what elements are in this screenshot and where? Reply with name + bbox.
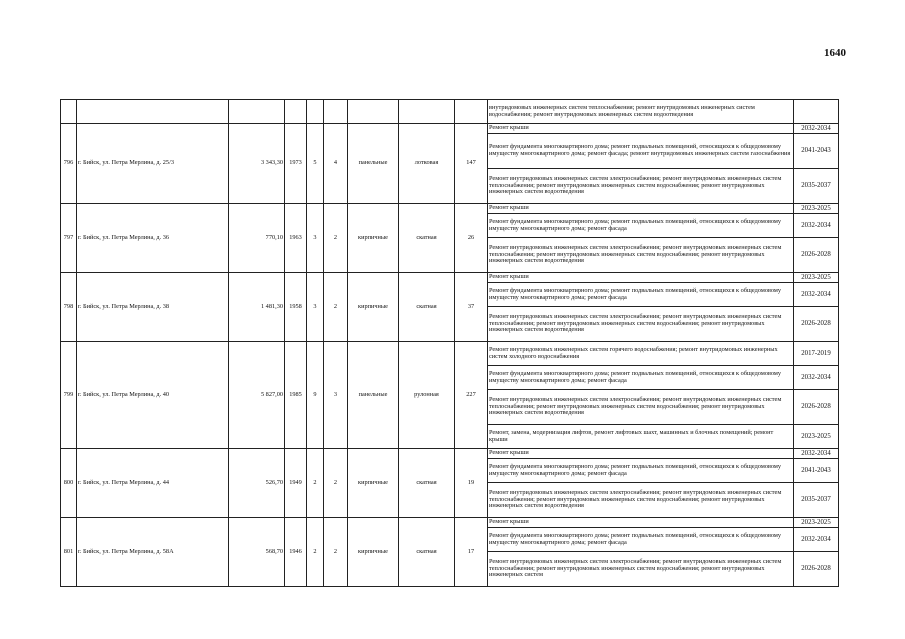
period-cell: 2032-2034 bbox=[794, 283, 839, 307]
work-description-cell: Ремонт, замена, модернизация лифтов, ремонт лифтовых шахт, машинных и блочных помещений; ремонт крыши bbox=[488, 425, 794, 449]
table-body bbox=[61, 100, 839, 587]
table-row bbox=[61, 204, 839, 214]
roof-type-cell bbox=[399, 100, 455, 124]
floors-cell bbox=[307, 100, 324, 124]
entrances-cell: 2 bbox=[324, 449, 348, 518]
period-cell: 2041-2043 bbox=[794, 459, 839, 483]
address-cell: г. Бийск, ул. Петра Мерлина, д. 38 bbox=[77, 273, 229, 342]
record-number: 799 bbox=[61, 342, 77, 449]
apartments-cell: 147 bbox=[455, 124, 488, 204]
roof-type-cell: скатная bbox=[399, 449, 455, 518]
floors-cell: 2 bbox=[307, 518, 324, 587]
work-description-cell: Ремонт внутридомовых инженерных систем электроснабжения; ремонт внутридомовых инженерных систем теплоснабжения; ремонт внутридомовых инженерных систем водоснабжения; ремонт внутридомовых инженерных систем водоотведения bbox=[488, 169, 794, 204]
wall-material-cell: кирпичные bbox=[348, 273, 399, 342]
entrances-cell: 2 bbox=[324, 273, 348, 342]
entrances-cell: 4 bbox=[324, 124, 348, 204]
period-cell: 2032-2034 bbox=[794, 449, 839, 459]
page-number: 1640 bbox=[824, 47, 846, 59]
area-cell: 1 481,30 bbox=[229, 273, 285, 342]
record-number: 801 bbox=[61, 518, 77, 587]
address-cell: г. Бийск, ул. Петра Мерлина, д. 40 bbox=[77, 342, 229, 449]
address-cell: г. Бийск, ул. Петра Мерлина, д. 58А bbox=[77, 518, 229, 587]
period-cell: 2017-2019 bbox=[794, 342, 839, 366]
wall-material-cell bbox=[348, 100, 399, 124]
work-description-cell: Ремонт фундамента многоквартирного дома; ремонт подвальных помещений, относящихся к общедомовому имуществу многоквартирного дома; ремонт фасада; ремонт внутридомовых инженерных систем газоснабжения bbox=[488, 134, 794, 169]
area-cell: 3 343,30 bbox=[229, 124, 285, 204]
floors-cell: 3 bbox=[307, 273, 324, 342]
work-description-cell: Ремонт крыши bbox=[488, 449, 794, 459]
year-built-cell: 1985 bbox=[285, 342, 307, 449]
entrances-cell: 3 bbox=[324, 342, 348, 449]
floors-cell: 2 bbox=[307, 449, 324, 518]
work-description-cell: Ремонт фундамента многоквартирного дома; ремонт подвальных помещений, относящихся к общедомовому имуществу многоквартирного дома; ремонт фасада bbox=[488, 366, 794, 390]
roof-type-cell: скатная bbox=[399, 518, 455, 587]
apartments-cell: 19 bbox=[455, 449, 488, 518]
table-row bbox=[61, 100, 839, 124]
roof-type-cell: рулонная bbox=[399, 342, 455, 449]
period-cell: 2026-2028 bbox=[794, 552, 839, 587]
period-cell: 2032-2034 bbox=[794, 214, 839, 238]
year-built-cell: 1958 bbox=[285, 273, 307, 342]
work-description-cell: Ремонт крыши bbox=[488, 273, 794, 283]
apartments-cell bbox=[455, 100, 488, 124]
record-number: 797 bbox=[61, 204, 77, 273]
wall-material-cell: панельные bbox=[348, 124, 399, 204]
entrances-cell bbox=[324, 100, 348, 124]
table-row bbox=[61, 273, 839, 283]
work-description-cell: Ремонт крыши bbox=[488, 204, 794, 214]
work-description-cell: Ремонт фундамента многоквартирного дома; ремонт подвальных помещений, относящихся к общедомовому имуществу многоквартирного дома; ремонт фасада bbox=[488, 459, 794, 483]
year-built-cell: 1949 bbox=[285, 449, 307, 518]
period-cell: 2032-2034 bbox=[794, 528, 839, 552]
record-number: 798 bbox=[61, 273, 77, 342]
wall-material-cell: кирпичные bbox=[348, 518, 399, 587]
address-cell bbox=[77, 100, 229, 124]
apartments-cell: 37 bbox=[455, 273, 488, 342]
floors-cell: 9 bbox=[307, 342, 324, 449]
roof-type-cell: лотковая bbox=[399, 124, 455, 204]
work-description-cell: Ремонт внутридомовых инженерных систем электроснабжения; ремонт внутридомовых инженерных систем теплоснабжения; ремонт внутридомовых инженерных систем водоснабжения; ремонт внутридомовых инженерных систем водоотведения bbox=[488, 307, 794, 342]
area-cell: 770,10 bbox=[229, 204, 285, 273]
period-cell: 2023-2025 bbox=[794, 273, 839, 283]
table-row bbox=[61, 124, 839, 134]
area-cell: 5 827,00 bbox=[229, 342, 285, 449]
repair-schedule-table bbox=[60, 99, 839, 587]
address-cell: г. Бийск, ул. Петра Мерлина, д. 36 bbox=[77, 204, 229, 273]
table-row bbox=[61, 342, 839, 366]
year-built-cell bbox=[285, 100, 307, 124]
wall-material-cell: панельные bbox=[348, 342, 399, 449]
period-cell: 2026-2028 bbox=[794, 390, 839, 425]
work-description-cell: Ремонт внутридомовых инженерных систем электроснабжения; ремонт внутридомовых инженерных систем теплоснабжения; ремонт внутридомовых инженерных систем водоснабжения; ремонт внутридомовых инженерных систем водоотведения bbox=[488, 238, 794, 273]
area-cell: 568,70 bbox=[229, 518, 285, 587]
period-cell: 2035-2037 bbox=[794, 169, 839, 204]
floors-cell: 5 bbox=[307, 124, 324, 204]
period-cell: 2023-2025 bbox=[794, 204, 839, 214]
entrances-cell: 2 bbox=[324, 204, 348, 273]
period-cell: 2026-2028 bbox=[794, 307, 839, 342]
work-description-cell: Ремонт фундамента многоквартирного дома; ремонт подвальных помещений, относящихся к общедомовому имуществу многоквартирного дома; ремонт фасада bbox=[488, 528, 794, 552]
apartments-cell: 26 bbox=[455, 204, 488, 273]
year-built-cell: 1963 bbox=[285, 204, 307, 273]
table-row bbox=[61, 449, 839, 459]
floors-cell: 3 bbox=[307, 204, 324, 273]
area-cell: 526,70 bbox=[229, 449, 285, 518]
period-cell: 2032-2034 bbox=[794, 124, 839, 134]
work-description-cell: Ремонт внутридомовых инженерных систем электроснабжения; ремонт внутридомовых инженерных систем теплоснабжения; ремонт внутридомовых инженерных систем водоснабжения; ремонт внутридомовых инженерных систем bbox=[488, 552, 794, 587]
work-description-cell: Ремонт крыши bbox=[488, 124, 794, 134]
address-cell: г. Бийск, ул. Петра Мерлина, д. 25/3 bbox=[77, 124, 229, 204]
area-cell bbox=[229, 100, 285, 124]
work-description-cell: Ремонт крыши bbox=[488, 518, 794, 528]
work-description-cell: Ремонт внутридомовых инженерных систем электроснабжения; ремонт внутридомовых инженерных систем теплоснабжения; ремонт внутридомовых инженерных систем водоснабжения; ремонт внутридомовых инженерных систем водоотведения bbox=[488, 390, 794, 425]
period-cell: 2023-2025 bbox=[794, 518, 839, 528]
work-description-cell: Ремонт внутридомовых инженерных систем горячего водоснабжения; ремонт внутридомовых инженерных систем холодного водоснабжения bbox=[488, 342, 794, 366]
roof-type-cell: скатная bbox=[399, 273, 455, 342]
record-number: 800 bbox=[61, 449, 77, 518]
period-cell: 2026-2028 bbox=[794, 238, 839, 273]
work-description-cell: Ремонт фундамента многоквартирного дома; ремонт подвальных помещений, относящихся к общедомовому имуществу многоквартирного дома; ремонт фасада bbox=[488, 283, 794, 307]
record-number: 796 bbox=[61, 124, 77, 204]
roof-type-cell: скатная bbox=[399, 204, 455, 273]
wall-material-cell: кирпичные bbox=[348, 204, 399, 273]
period-cell bbox=[794, 100, 839, 124]
apartments-cell: 227 bbox=[455, 342, 488, 449]
work-description-cell: внутридомовых инженерных систем теплоснабжения; ремонт внутридомовых инженерных систем водоснабжения; ремонт внутридомовых инженерных систем водоотведения bbox=[488, 100, 794, 124]
period-cell: 2023-2025 bbox=[794, 425, 839, 449]
period-cell: 2041-2043 bbox=[794, 134, 839, 169]
entrances-cell: 2 bbox=[324, 518, 348, 587]
work-description-cell: Ремонт фундамента многоквартирного дома; ремонт подвальных помещений, относящихся к общедомовому имуществу многоквартирного дома; ремонт фасада bbox=[488, 214, 794, 238]
address-cell: г. Бийск, ул. Петра Мерлина, д. 44 bbox=[77, 449, 229, 518]
wall-material-cell: кирпичные bbox=[348, 449, 399, 518]
apartments-cell: 17 bbox=[455, 518, 488, 587]
year-built-cell: 1973 bbox=[285, 124, 307, 204]
work-description-cell: Ремонт внутридомовых инженерных систем электроснабжения; ремонт внутридомовых инженерных систем теплоснабжения; ремонт внутридомовых инженерных систем водоснабжения; ремонт внутридомовых инженерных систем водоотведения bbox=[488, 483, 794, 518]
table-row bbox=[61, 518, 839, 528]
period-cell: 2032-2034 bbox=[794, 366, 839, 390]
year-built-cell: 1946 bbox=[285, 518, 307, 587]
record-number bbox=[61, 100, 77, 124]
period-cell: 2035-2037 bbox=[794, 483, 839, 518]
